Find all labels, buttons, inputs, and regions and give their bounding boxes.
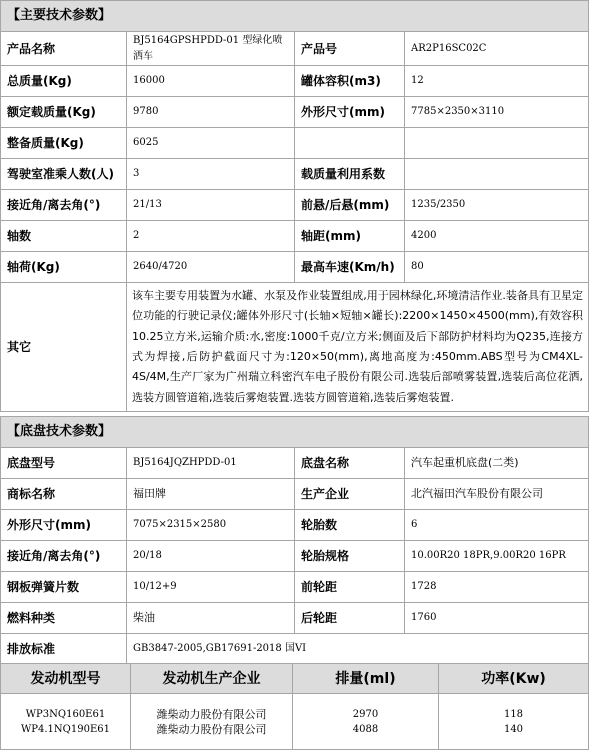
param-label: 罐体容积(m3) [295, 66, 405, 97]
param-label: 轮胎数 [295, 510, 405, 541]
param-label: 生产企业 [295, 479, 405, 510]
param-value: 6 [405, 510, 589, 541]
column-header: 排量(ml) [293, 664, 439, 694]
param-value: BJ5164GPSHPDD-01 型绿化喷洒车 [127, 32, 295, 66]
param-label: 外形尺寸(mm) [1, 510, 127, 541]
param-value: 1728 [405, 572, 589, 603]
column-header: 功率(Kw) [439, 664, 589, 694]
other-description: 该车主要专用装置为水罐、水泵及作业装置组成,用于园林绿化,环境清洁作业.装备具有卫星定位功能的行驶记录仪;罐体外形尺寸(长轴×短轴×罐长):2200×1450×4500(mm),有效容积10.25立方米,运输介质:水,密度:1000千克/立方米;侧面及后下部防护材料均为Q235,连接方式为焊接,后防护截面尺寸为:120×50(mm),离地高度为:450mm.ABS型号为CM4XL-4S/4M,生产厂家为广州瑞立科密汽车电子股份有限公司.选装后部喷雾装置,选装后高位花洒,选装方圆管道箱,选装后雾炮装置.选装方圆管道箱,选装后雾炮装置. [127, 283, 589, 412]
table-row [1, 572, 589, 603]
param-label [295, 128, 405, 159]
param-value: AR2P16SC02C [405, 32, 589, 66]
engine-table [0, 663, 589, 750]
param-value: 1235/2350 [405, 190, 589, 221]
param-label: 轴数 [1, 221, 127, 252]
param-value: 10/12+9 [127, 572, 295, 603]
param-value: 9780 [127, 97, 295, 128]
table-row [1, 252, 589, 283]
table-row [1, 221, 589, 252]
param-label: 底盘型号 [1, 448, 127, 479]
param-value: 3 [127, 159, 295, 190]
table-row [1, 510, 589, 541]
param-label: 底盘名称 [295, 448, 405, 479]
param-label: 接近角/离去角(°) [1, 190, 127, 221]
param-value: 16000 [127, 66, 295, 97]
param-value: 10.00R20 18PR,9.00R20 16PR [405, 541, 589, 572]
param-label: 驾驶室准乘人数(人) [1, 159, 127, 190]
param-value: 1760 [405, 603, 589, 634]
param-label: 轮胎规格 [295, 541, 405, 572]
param-label: 最高车速(Km/h) [295, 252, 405, 283]
param-label: 接近角/离去角(°) [1, 541, 127, 572]
param-label: 排放标准 [1, 634, 127, 665]
param-label: 燃料种类 [1, 603, 127, 634]
param-value: 4200 [405, 221, 589, 252]
engine-displacements: 2970 4088 [293, 694, 439, 750]
table-row [1, 128, 589, 159]
param-value: 柴油 [127, 603, 295, 634]
param-label: 轴距(mm) [295, 221, 405, 252]
emission-standard-value: GB3847-2005,GB17691-2018 国VI [127, 634, 589, 665]
table-row [1, 159, 589, 190]
chassis-spec-table [0, 416, 589, 665]
param-value: 2 [127, 221, 295, 252]
param-value: 21/13 [127, 190, 295, 221]
param-label: 整备质量(Kg) [1, 128, 127, 159]
table-row [1, 603, 589, 634]
engine-makers: 潍柴动力股份有限公司 潍柴动力股份有限公司 [131, 694, 293, 750]
param-label: 钢板弹簧片数 [1, 572, 127, 603]
table-row [1, 448, 589, 479]
param-value: 北汽福田汽车股份有限公司 [405, 479, 589, 510]
table-header-row [1, 664, 589, 694]
param-label: 轴荷(Kg) [1, 252, 127, 283]
engine-powers: 118 140 [439, 694, 589, 750]
param-label: 外形尺寸(mm) [295, 97, 405, 128]
section-title-main: 【主要技术参数】 [1, 1, 589, 32]
param-label: 后轮距 [295, 603, 405, 634]
table-row [1, 694, 589, 750]
param-value: BJ5164JQZHPDD-01 [127, 448, 295, 479]
table-row [1, 190, 589, 221]
param-value: 7785×2350×3110 [405, 97, 589, 128]
param-label: 前轮距 [295, 572, 405, 603]
engine-models: WP3NQ160E61 WP4.1NQ190E61 [1, 694, 131, 750]
param-value [405, 128, 589, 159]
param-label: 总质量(Kg) [1, 66, 127, 97]
table-row [1, 479, 589, 510]
param-label: 前悬/后悬(mm) [295, 190, 405, 221]
param-value: 7075×2315×2580 [127, 510, 295, 541]
param-value: 2640/4720 [127, 252, 295, 283]
param-value: 12 [405, 66, 589, 97]
table-row [1, 97, 589, 128]
param-value: 福田牌 [127, 479, 295, 510]
table-row [1, 32, 589, 66]
table-row [1, 634, 589, 665]
param-label: 商标名称 [1, 479, 127, 510]
param-label: 产品名称 [1, 32, 127, 66]
table-row [1, 283, 589, 412]
table-row [1, 541, 589, 572]
param-value: 80 [405, 252, 589, 283]
param-label: 其它 [1, 283, 127, 412]
column-header: 发动机型号 [1, 664, 131, 694]
param-value [405, 159, 589, 190]
table-row [1, 66, 589, 97]
section-title-chassis: 【底盘技术参数】 [1, 417, 589, 448]
param-label: 产品号 [295, 32, 405, 66]
param-value: 20/18 [127, 541, 295, 572]
param-value: 6025 [127, 128, 295, 159]
column-header: 发动机生产企业 [131, 664, 293, 694]
param-label: 载质量利用系数 [295, 159, 405, 190]
param-label: 额定载质量(Kg) [1, 97, 127, 128]
param-value: 汽车起重机底盘(二类) [405, 448, 589, 479]
